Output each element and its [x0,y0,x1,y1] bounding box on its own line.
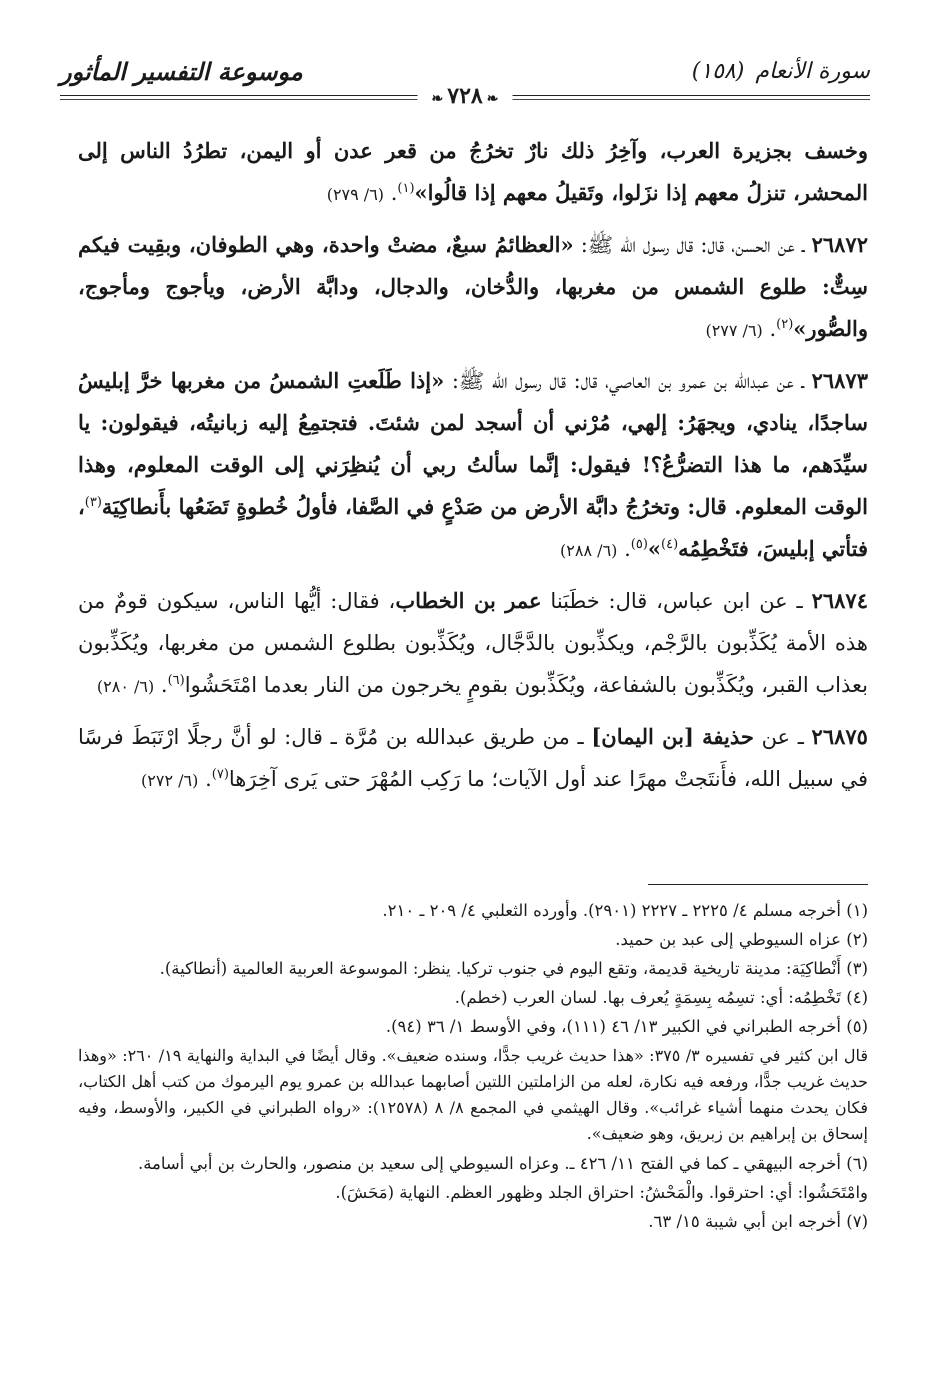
paragraph-continuation: وخسف بجزيرة العرب، وآخِرُ ذلك نارٌ تخرُجُ من قعر عدن أو اليمن، تطرُدُ الناس إلى المحشر، تنزلُ معهم إذا نزَلوا، وتَقيلُ معهم إذا قالُوا»$^{(١)}$. (٦/ ٢٧٩) [78,138,868,205]
footnote-2: (٢) عزاه السيوطي إلى عبد بن حميد. [615,930,868,949]
footnote-separator [648,884,868,885]
source-ref: (٦/ ٢٨٠) [96,677,155,696]
narrator-name: عمر بن الخطاب [395,588,542,613]
main-text [78,130,868,802]
page-number: ٧٢٨ [447,83,483,109]
hadith-26874: ٢٦٨٧٤ ـ عن ابن عباس، قال: خطَبَنا عمر بن الخطاب، فقال: أيُّها الناس، سيكون قومٌ من هذه الأمة يُكَذِّبون بالرَّجْم، ويكذِّبون بالدَّجَّال، ويُكَذِّبون بطلوع الشمس من مغربها، ويُكَذِّبون بعذاب القبر، ويُكَذِّبون بالشفاعة، ويُكَذِّبون بقومٍ يخرجون من النار بعدما امْتَحَشُوا$^{(٦)}$. (٦/ ٢٨٠) [78,588,868,697]
narrator-name: حذيفة [بن اليمان] [591,724,754,749]
hadith-26875: ٢٦٨٧٥ ـ عن حذيفة [بن اليمان] ـ من طريق عبدالله بن مُرَّة ـ قال: لو أنَّ رجلًا ارْتَبَطَ فرسًا في سبيل الله، فأَنتَجتْ مهرًا عند أول الآيات؛ ما رَكِب المُهْرَ حتى يَرى آخِرَها$^{(٧)}$. (٦/ ٢٧٢) [78,724,868,791]
footnote-5: (٥) أخرجه الطبراني في الكبير ١٣/ ٤٦ (١١١)، وفي الأوسط ١/ ٣٦ (٩٤). [385,1017,868,1036]
page-header [60,55,870,109]
header-surah [692,59,870,84]
hadith-number: ٢٦٨٧٤ [811,588,868,613]
source-ref: (٦/ ٢٨٨) [560,541,618,560]
hadith-number: ٢٦٨٧٥ [811,724,868,749]
hadith-26873: ٢٦٨٧٣ ـ عن عبدالله بن عمرو بن العاصي، قال: قال رسول الله ﷺ: «إذا طَلَعتِ الشمسُ من مغربها خرَّ إبليسُ ساجدًا، ينادي، ويجهَرُ: إلهي، مُرْني أن أسجد لمن شئتَ. فتجتمِعُ إليه زبانيتُه، فيقولون: يا سيِّدَهم، ما هذا التضرُّعُ؟! فيقول: إنَّما سألتُ ربي أن يُنظِرَني إلى الوقت المعلوم، وهذا الوقت المعلوم. قال: وتخرُجُ دابَّة الأرض من صَدْعٍ في الصَّفا، فأولُ خُطوةٍ تَضَعُها بأَنطاكِيَة$^{(٣)}$، فتأتي إبليسَ، فتَخْطِمُه$^{(٤)}$»$^{(٥)}$. (٦/ ٢٨٨) [78,368,868,561]
ornament-icon: ❧ [431,91,444,107]
footnote-marker: (١) [397,181,415,196]
footnote-1: (١) أخرجه مسلم ٤/ ٢٢٢٥ ـ ٢٢٢٧ (٢٩٠١). وأورده الثعلبي ٤/ ٢٠٩ ـ ٢١٠. [382,901,868,920]
footnote-marker: (٧) [211,767,229,782]
footnote-marker: (٢) [776,317,794,332]
footnote-marker: (٤) [661,537,679,552]
header-encyclopedia-title: موسوعة التفسير المأثور [60,57,303,86]
footnotes [78,898,868,1238]
footnote-6-gloss: وامْتَحَشُوا: أي: احترقوا. والْمَحْشُ: احتراق الجلد وظهور العظم. النهاية (مَحَشَ). [335,1183,868,1202]
footnote-marker: (٦) [167,673,185,688]
footnote-6: (٦) أخرجه البيهقي ـ كما في الفتح ١١/ ٤٢٦ ـ. وعزاه السيوطي إلى سعيد بن منصور، والحارث بن أبي أسامة. [137,1154,868,1173]
source-ref: (٦/ ٢٧٢) [141,771,199,790]
hadith-number: ٢٦٨٧٢ [811,232,868,257]
hadith-number: ٢٦٨٧٣ [811,368,868,393]
source-ref: (٦/ ٢٧٧) [705,321,763,340]
surah-name: سورة الأنعام [755,59,870,84]
page-number-block [418,83,513,109]
footnote-marker: (٥) [630,537,648,552]
footnote-7: (٧) أخرجه ابن أبي شيبة ١٥/ ٦٣. [648,1212,868,1231]
footnote-4: (٤) تَخْطِمُه: أي: تسِمُه بِسِمَةٍ يُعرف بها. لسان العرب (خطم). [454,988,868,1007]
footnote-marker: (٣) [84,495,102,510]
verse-ref: (١٥٨) [691,59,745,84]
footnote-3: (٣) أَنْطاكِيَة: مدينة تاريخية قديمة، وتقع اليوم في جنوب تركيا. ينظر: الموسوعة العربية العالمية (أنطاكية). [159,959,868,978]
footnote-5-commentary: قال ابن كثير في تفسيره ٣/ ٣٧٥: «هذا حديث غريب جدًّا، وسنده ضعيف». وقال أيضًا في البداية والنهاية ١٩/ ٢٦٠: «وهذا حديث غريب جدًّا، ورفعه فيه نكارة، لعله من الزاملتين اللتين أصابهما عبدالله بن عمرو يوم اليرموك من كتب أهل الكتاب، فكان يحدث منهما أشياء غرائب». وقال الهيثمي في المجمع ٨/ ٨ (١٢٥٧٨): «رواه الطبراني في الكبير، والأوسط، وفيه إسحاق بن إبراهيم بن زبريق، وهو ضعيف». [78,1046,869,1143]
source-ref: (٦/ ٢٧٩) [326,185,385,204]
hadith-26872: ٢٦٨٧٢ ـ عن الحسن، قال: قال رسول الله ﷺ: «العظائمُ سبعٌ، مضتْ واحدة، وهي الطوفان، وبقِيت فيكم سِتٌّ: طلوع الشمس من مغربها، والدُّخان، والدجال، ودابَّة الأرض، ويأجوج ومأجوج، والصُّور»$^{(٢)}$. (٦/ ٢٧٧) [78,232,868,341]
ornament-icon: ❧ [486,91,499,107]
